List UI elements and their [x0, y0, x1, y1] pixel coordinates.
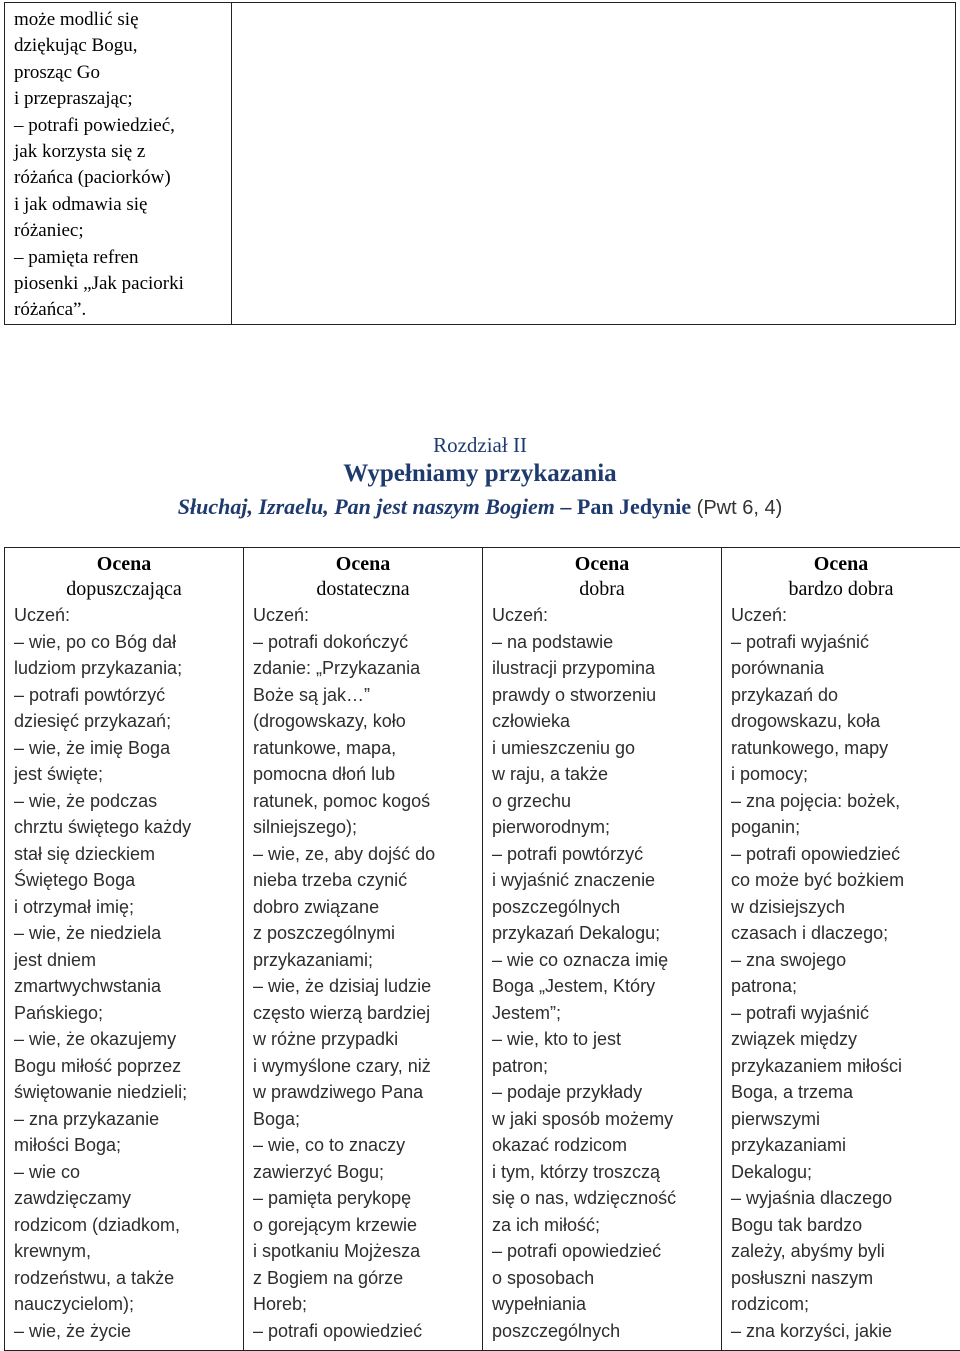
- grade-column-3: [483, 548, 722, 1351]
- text-line: zależy, abyśmy byli: [731, 1241, 885, 1261]
- text-line: Dekalogu;: [731, 1161, 813, 1182]
- grade-column-1: [5, 548, 244, 1351]
- chapter-title: Wypełniamy przykazania: [343, 460, 617, 487]
- grade-column-2: [244, 548, 483, 1351]
- text-line: przykazań Dekalogu;: [492, 923, 661, 943]
- text-line: jak korzysta się z: [14, 141, 146, 163]
- text-line: prosząc Go: [14, 61, 100, 83]
- text-line: – potrafi opowiedzieć: [492, 1241, 662, 1261]
- text-line: – na podstawie: [492, 631, 614, 652]
- text-line: prawdy o stworzeniu: [492, 684, 657, 705]
- grade-header: Ocena dopuszczająca: [66, 553, 182, 600]
- text-line: za ich miłość;: [492, 1214, 601, 1235]
- text-line: silniejszego);: [253, 817, 358, 837]
- text-line: – wyjaśnia dlaczego: [731, 1188, 893, 1208]
- grade-header: Ocena dobra: [574, 553, 630, 600]
- text-line: – wie, że okazujemy: [14, 1029, 177, 1049]
- text-line: zdanie: „Przykazania: [253, 658, 421, 678]
- text-line: porównania: [731, 658, 825, 678]
- text-line: – wie, kto to jest: [492, 1029, 622, 1049]
- text-line: w dzisiejszych: [731, 896, 846, 917]
- text-line: przykazaniem miłości: [731, 1055, 903, 1076]
- text-line: Jestem”;: [492, 1002, 562, 1023]
- top-left-cell: [5, 3, 232, 325]
- text-line: zmartwychwstania: [14, 976, 162, 996]
- text-line: poszczególnych: [492, 1320, 621, 1341]
- text-line: z Bogiem na górze: [253, 1267, 404, 1288]
- text-line: zawdzięczamy: [14, 1188, 132, 1208]
- text-line: rodzeństwu, a także: [14, 1267, 175, 1288]
- text-line: różaniec;: [14, 220, 84, 242]
- text-line: przykazań do: [731, 684, 839, 705]
- motto-bold: – Pan Jedynie: [560, 494, 692, 519]
- text-line: okazać rodzicom: [492, 1135, 628, 1155]
- text-line: – pamięta perykopę: [253, 1188, 412, 1208]
- text-line: w jaki sposób możemy: [492, 1108, 674, 1129]
- text-line: – potrafi powtórzyć: [492, 843, 644, 864]
- text-line: jest święte;: [14, 764, 104, 784]
- text-line: – potrafi powtórzyć: [14, 684, 166, 705]
- text-line: krewnym,: [14, 1241, 92, 1261]
- grade-column-4: [722, 548, 960, 1351]
- text-line: i pomocy;: [731, 764, 809, 784]
- text-line: – wie co oznacza imię: [492, 949, 669, 970]
- text-line: Boga, a trzema: [731, 1082, 854, 1102]
- text-line: – potrafi dokończyć: [253, 631, 409, 652]
- text-line: nauczycielom);: [14, 1294, 135, 1314]
- text-line: – zna korzyści, jakie: [731, 1320, 893, 1341]
- motto-reference: (Pwt 6, 4): [696, 497, 783, 519]
- text-line: – potrafi powiedzieć,: [14, 114, 175, 136]
- text-line: rodzicom (dziadkom,: [14, 1214, 181, 1235]
- text-line: może modlić się: [14, 9, 139, 30]
- chapter-motto: [0, 494, 960, 520]
- text-line: różańca (paciorków): [14, 167, 171, 189]
- text-line: pierworodnym;: [492, 817, 611, 837]
- text-line: człowieka: [492, 711, 571, 731]
- grade-criteria: [722, 602, 960, 1344]
- text-line: o grzechu: [492, 790, 572, 811]
- text-line: wypełniania: [492, 1294, 587, 1314]
- top-table: [4, 2, 956, 325]
- text-line: ilustracji przypomina: [492, 658, 656, 678]
- text-line: Bogu tak bardzo: [731, 1214, 863, 1235]
- text-line: patron;: [492, 1055, 549, 1076]
- text-line: Uczeń:: [253, 605, 310, 625]
- text-line: Świętego Boga: [14, 870, 136, 890]
- text-line: – wie, ze, aby dojść do: [253, 843, 436, 864]
- text-line: – wie, że podczas: [14, 790, 158, 811]
- text-line: poganin;: [731, 817, 801, 837]
- text-line: w różne przypadki: [253, 1029, 399, 1049]
- text-line: rodzicom;: [731, 1294, 810, 1314]
- text-line: patrona;: [731, 976, 798, 996]
- text-line: posłuszni naszym: [731, 1267, 874, 1288]
- motto-quote: Słuchaj, Izraelu, Pan jest naszym Bogiem: [177, 494, 555, 519]
- text-line: przykazaniami: [731, 1135, 847, 1155]
- text-line: ratunkowego, mapy: [731, 737, 889, 758]
- text-line: Pańskiego;: [14, 1002, 104, 1023]
- text-line: o gorejącym krzewie: [253, 1214, 418, 1235]
- text-line: przykazaniami;: [253, 949, 374, 970]
- text-line: Horeb;: [253, 1294, 308, 1314]
- text-line: – wie, po co Bóg dał: [14, 631, 177, 652]
- text-line: co może być bożkiem: [731, 870, 905, 890]
- text-line: się o nas, wdzięczność: [492, 1188, 677, 1208]
- text-line: o sposobach: [492, 1267, 595, 1288]
- text-line: jest dniem: [14, 949, 97, 970]
- text-line: stał się dzieckiem: [14, 843, 156, 864]
- grade-header: Ocena bardzo dobra: [788, 553, 894, 600]
- grade-header: Ocena dostateczna: [316, 553, 410, 600]
- text-line: i tym, którzy troszczą: [492, 1161, 661, 1182]
- text-line: ludziom przykazania;: [14, 658, 183, 678]
- text-line: Bogu miłość poprzez: [14, 1055, 182, 1076]
- text-line: – potrafi wyjaśnić: [731, 631, 870, 652]
- text-line: i otrzymał imię;: [14, 896, 135, 917]
- text-line: – wie, że niedziela: [14, 923, 162, 943]
- grade-criteria: [244, 602, 482, 1344]
- text-line: z poszczególnymi: [253, 923, 396, 943]
- text-line: dziękując Bogu,: [14, 35, 138, 57]
- text-line: – zna pojęcia: bożek,: [731, 790, 901, 811]
- text-line: czasach i dlaczego;: [731, 923, 889, 943]
- text-line: – wie, że dzisiaj ludzie: [253, 976, 432, 996]
- text-line: – zna swojego: [731, 949, 847, 970]
- text-line: ratunkowe, mapa,: [253, 737, 397, 758]
- text-line: – podaje przykłady: [492, 1082, 643, 1102]
- text-line: dziesięć przykazań;: [14, 711, 172, 731]
- text-line: ratunek, pomoc kogoś: [253, 790, 431, 811]
- text-line: Uczeń:: [731, 605, 788, 625]
- text-line: – wie, że życie: [14, 1320, 132, 1341]
- text-line: często wierzą bardziej: [253, 1002, 431, 1023]
- text-line: i wyjaśnić znaczenie: [492, 870, 656, 890]
- chapter-label: Rozdział II: [433, 433, 527, 457]
- text-line: w raju, a także: [492, 764, 609, 784]
- text-line: i umieszczeniu go: [492, 737, 636, 758]
- text-line: zawierzyć Bogu;: [253, 1161, 385, 1182]
- table-row: [5, 548, 960, 1351]
- grade-criteria: [483, 602, 721, 1344]
- text-line: pomocna dłoń lub: [253, 764, 396, 784]
- text-line: Boga;: [253, 1108, 301, 1129]
- grades-table: [4, 547, 960, 1351]
- top-left-text: [5, 3, 231, 324]
- text-line: świętowanie niedzieli;: [14, 1082, 188, 1102]
- text-line: i spotkaniu Mojżesza: [253, 1241, 421, 1261]
- top-right-cell: [232, 3, 956, 325]
- text-line: (drogowskazy, koło: [253, 711, 406, 731]
- text-line: – zna przykazanie: [14, 1108, 160, 1129]
- text-line: – potrafi opowiedzieć: [731, 843, 901, 864]
- grade-criteria: [5, 602, 243, 1344]
- text-line: – wie, co to znaczy: [253, 1135, 406, 1155]
- text-line: – wie, że imię Boga: [14, 737, 171, 758]
- text-line: piosenki „Jak paciorki: [14, 273, 184, 295]
- text-line: Boże są jak…”: [253, 684, 371, 705]
- text-line: Uczeń:: [14, 605, 71, 625]
- text-line: – wie co: [14, 1161, 81, 1182]
- text-line: pierwszymi: [731, 1108, 821, 1129]
- text-line: dobro związane: [253, 896, 380, 917]
- text-line: – potrafi wyjaśnić: [731, 1002, 870, 1023]
- table-row: [5, 3, 956, 325]
- text-line: nieba trzeba czynić: [253, 870, 408, 890]
- text-line: i jak odmawia się: [14, 193, 148, 215]
- text-line: – potrafi opowiedzieć: [253, 1320, 423, 1341]
- text-line: związek między: [731, 1029, 858, 1049]
- text-line: i wymyślone czary, niż: [253, 1055, 431, 1076]
- text-line: różańca”.: [14, 299, 87, 321]
- text-line: i przepraszając;: [14, 88, 133, 110]
- text-line: drogowskazu, koła: [731, 711, 881, 731]
- text-line: Uczeń:: [492, 605, 549, 625]
- text-line: miłości Boga;: [14, 1135, 122, 1155]
- text-line: Boga „Jestem, Który: [492, 976, 656, 996]
- text-line: w prawdziwego Pana: [253, 1082, 424, 1102]
- text-line: poszczególnych: [492, 896, 621, 917]
- text-line: – pamięta refren: [14, 246, 139, 268]
- text-line: chrztu świętego każdy: [14, 817, 192, 837]
